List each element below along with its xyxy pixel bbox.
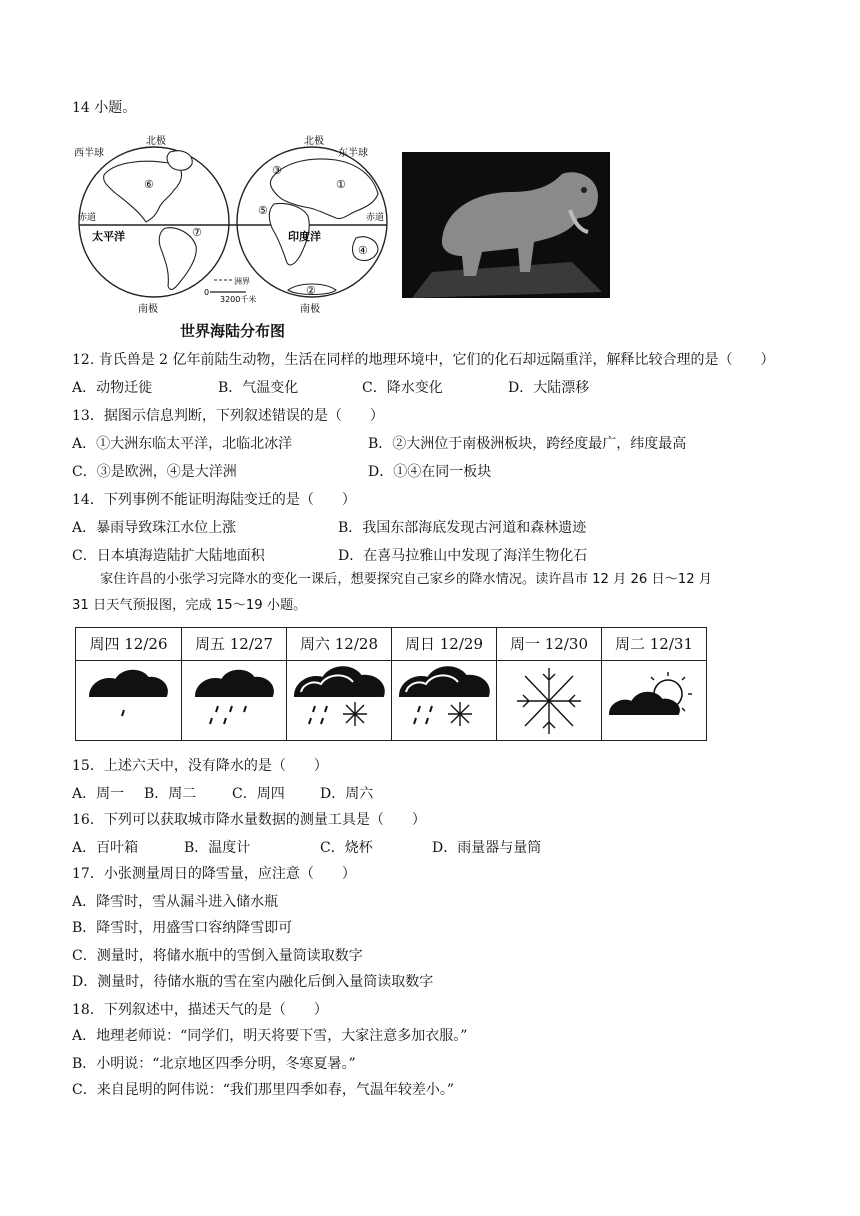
label-indian-ocean: 印度洋 bbox=[288, 230, 321, 243]
question-16-stem: 16．下列可以获取城市降水量数据的测量工具是（ ） bbox=[72, 812, 426, 828]
q12-option-d[interactable]: D．大陆漂移 bbox=[508, 380, 590, 396]
marker-7: ⑦ bbox=[192, 226, 202, 239]
q14-option-d[interactable]: D．在喜马拉雅山中发现了海洋生物化石 bbox=[338, 548, 588, 564]
cloud-light-rain-icon bbox=[76, 662, 181, 740]
weather-day-label: 周一 12/30 bbox=[497, 628, 601, 661]
q13-option-b[interactable]: B．②大洲位于南极洲板块，跨经度最广，纬度最高 bbox=[368, 436, 687, 452]
q17-option-d[interactable]: D．测量时，待储水瓶的雪在室内融化后倒入量筒读取数字 bbox=[72, 974, 434, 990]
question-12-stem: 12. 肯氏兽是 2 亿年前陆生动物，生活在同样的地理环境中，它们的化石却远隔重洋，解释比较合理的是（ ） bbox=[72, 352, 775, 368]
q18-option-b[interactable]: B．小明说：“北京地区四季分明，冬寒夏暑。” bbox=[72, 1056, 356, 1072]
legend-boundary: 洲界 bbox=[234, 277, 250, 286]
marker-4: ④ bbox=[358, 244, 368, 257]
q13-option-a[interactable]: A．①大洲东临太平洋，北临北冰洋 bbox=[72, 436, 293, 452]
section-heading: 14 小题。 bbox=[72, 100, 137, 116]
q12-option-b[interactable]: B．气温变化 bbox=[218, 380, 299, 396]
q15-option-c[interactable]: C．周四 bbox=[232, 786, 285, 802]
q17-option-a[interactable]: A．降雪时，雪从漏斗进入储水瓶 bbox=[72, 894, 279, 910]
label-eastern-hemisphere: 东半球 bbox=[338, 148, 368, 159]
label-equator-west: 赤道 bbox=[78, 213, 97, 223]
snowflake-icon bbox=[497, 662, 601, 740]
world-map-figure bbox=[74, 130, 394, 340]
marker-6: ⑥ bbox=[144, 178, 154, 191]
q12-option-a[interactable]: A．动物迁徙 bbox=[72, 380, 153, 396]
weather-day-1 bbox=[76, 628, 182, 740]
label-south-pole-east: 南极 bbox=[300, 304, 320, 315]
label-north-pole-west: 北极 bbox=[146, 136, 166, 147]
weather-day-label: 周二 12/31 bbox=[602, 628, 706, 661]
legend-scale: 3200千米 bbox=[220, 295, 257, 304]
q13-option-c[interactable]: C．③是欧洲，④是大洋洲 bbox=[72, 464, 237, 480]
question-18-stem: 18．下列叙述中，描述天气的是（ ） bbox=[72, 1002, 328, 1018]
fossil-animal-photo bbox=[402, 152, 610, 298]
q13-option-d[interactable]: D．①④在同一板块 bbox=[368, 464, 492, 480]
marker-3: ③ bbox=[272, 164, 282, 177]
intro-paragraph-line1: 家住许昌的小张学习完降水的变化一课后，想要探究自己家乡的降水情况。读许昌市 12 月 26 日～12 月 bbox=[100, 572, 712, 587]
weather-day-label: 周五 12/27 bbox=[182, 628, 286, 661]
q15-option-b[interactable]: B．周二 bbox=[144, 786, 197, 802]
q14-option-c[interactable]: C．日本填海造陆扩大陆地面积 bbox=[72, 548, 265, 564]
label-pacific: 太平洋 bbox=[92, 230, 125, 243]
q16-option-d[interactable]: D．雨量器与量筒 bbox=[432, 840, 542, 856]
weather-day-5 bbox=[497, 628, 602, 740]
weather-day-label: 周六 12/28 bbox=[287, 628, 391, 661]
marker-1: ① bbox=[336, 178, 346, 191]
q17-option-b[interactable]: B．降雪时，用盛雪口容纳降雪即可 bbox=[72, 920, 293, 936]
sun-cloud-icon bbox=[602, 662, 706, 740]
cloud-moderate-rain-icon bbox=[182, 662, 286, 740]
scale-zero: 0 bbox=[204, 288, 210, 297]
label-equator-east: 赤道 bbox=[366, 213, 385, 223]
intro-paragraph-line2: 31 日天气预报图，完成 15～19 小题。 bbox=[72, 598, 307, 613]
weather-day-3 bbox=[287, 628, 392, 740]
weather-day-label: 周四 12/26 bbox=[76, 628, 181, 661]
q17-option-c[interactable]: C．测量时，将储水瓶中的雪倒入量筒读取数字 bbox=[72, 948, 363, 964]
weather-day-label: 周日 12/29 bbox=[392, 628, 496, 661]
question-13-stem: 13．据图示信息判断，下列叙述错误的是（ ） bbox=[72, 408, 384, 424]
q18-option-c[interactable]: C．来自昆明的阿伟说：“我们那里四季如春，气温年较差小。” bbox=[72, 1082, 455, 1098]
q18-option-a[interactable]: A．地理老师说：“同学们，明天将要下雪，大家注意多加衣服。” bbox=[72, 1028, 468, 1044]
q15-option-a[interactable]: A．周一 bbox=[72, 786, 125, 802]
cloud-sleet-icon bbox=[392, 662, 496, 740]
label-north-pole-east: 北极 bbox=[304, 136, 324, 147]
label-western-hemisphere: 西半球 bbox=[74, 148, 104, 159]
q16-option-b[interactable]: B．温度计 bbox=[184, 840, 251, 856]
q16-option-a[interactable]: A．百叶箱 bbox=[72, 840, 139, 856]
question-14-stem: 14．下列事例不能证明海陆变迁的是（ ） bbox=[72, 492, 356, 508]
weather-day-6 bbox=[602, 628, 706, 740]
world-map bbox=[74, 130, 394, 340]
q12-option-c[interactable]: C．降水变化 bbox=[362, 380, 443, 396]
question-15-stem: 15．上述六天中，没有降水的是（ ） bbox=[72, 758, 328, 774]
q14-option-b[interactable]: B．我国东部海底发现古河道和森林遗迹 bbox=[338, 520, 587, 536]
cloud-sleet-icon bbox=[287, 662, 391, 740]
q15-option-d[interactable]: D．周六 bbox=[320, 786, 374, 802]
weather-forecast-table bbox=[75, 627, 707, 741]
marker-5: ⑤ bbox=[258, 204, 268, 217]
q14-option-a[interactable]: A．暴雨导致珠江水位上涨 bbox=[72, 520, 237, 536]
q16-option-c[interactable]: C．烧杯 bbox=[320, 840, 373, 856]
weather-day-2 bbox=[182, 628, 287, 740]
question-17-stem: 17．小张测量周日的降雪量，应注意（ ） bbox=[72, 866, 356, 882]
marker-2: ② bbox=[306, 284, 316, 297]
weather-day-4 bbox=[392, 628, 497, 740]
map-caption: 世界海陆分布图 bbox=[180, 322, 286, 340]
label-south-pole-west: 南极 bbox=[138, 304, 158, 315]
